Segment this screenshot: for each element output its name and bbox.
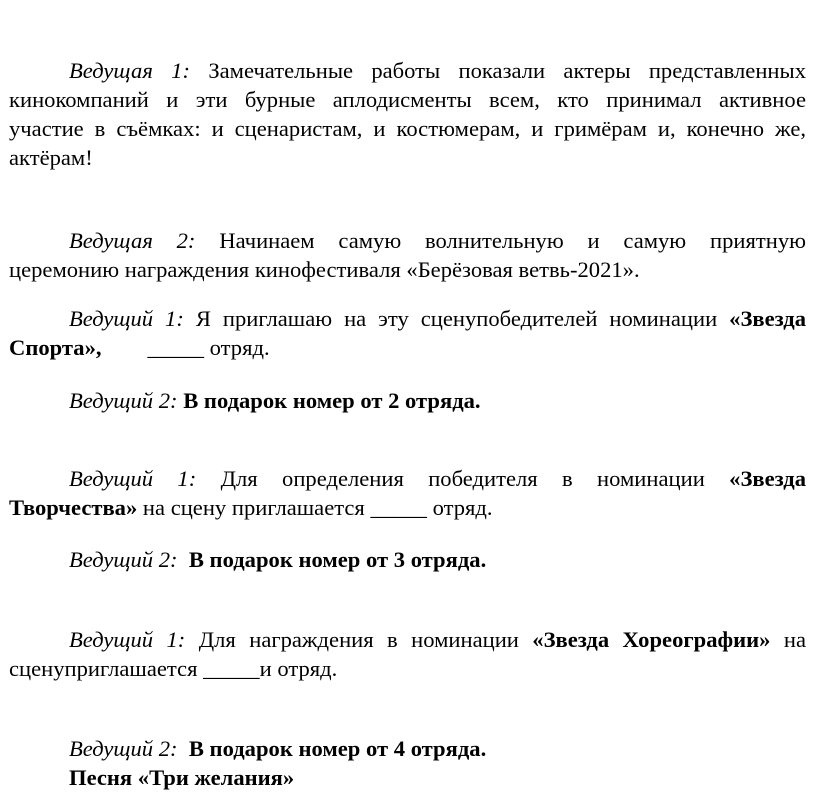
- text-line: актёрам!: [9, 145, 93, 170]
- text-segment: Начинаем самую волнительную и самую приятную: [219, 228, 806, 253]
- nomination-title: Спорта»,: [9, 335, 102, 360]
- text-segment: на: [783, 627, 806, 652]
- speaker-label: Ведущий 2:: [69, 736, 178, 761]
- text-line: сценуприглашается _____и отряд.: [9, 656, 338, 681]
- text-segment: Я приглашаю на эту сценупобедителей номинации: [195, 306, 718, 331]
- speaker-label: Ведущая 1:: [69, 58, 190, 83]
- paragraph-gift-squad3: [9, 545, 806, 574]
- text-line: [9, 545, 806, 574]
- paragraph-host2-ceremony: [9, 226, 806, 284]
- speaker-label: Ведущий 1:: [69, 627, 186, 652]
- paragraph-creativity-star: [9, 464, 806, 522]
- text-line: [9, 464, 806, 493]
- text-line: [9, 333, 806, 362]
- text-segment: Для определения победителя в номинации: [220, 466, 705, 491]
- nomination-title: «Звезда Хореографии»: [532, 627, 771, 652]
- text-line: кинокомпаний и эти бурные аплодисменты всем, кто принимал активное: [9, 87, 806, 112]
- text-segment: Замечательные работы показали актеры представленных: [208, 58, 806, 83]
- paragraph-sport-star: [9, 304, 806, 362]
- text-line: церемонию награждения кинофестиваля «Берёзовая ветвь-2021».: [9, 257, 640, 282]
- nomination-title: Творчества»: [9, 495, 138, 520]
- gift-announcement: В подарок номер от 4 отряда.: [188, 736, 487, 761]
- speaker-label: Ведущий 1:: [69, 306, 184, 331]
- paragraph-gift-squad2: [9, 386, 806, 415]
- text-line: [9, 734, 806, 763]
- text-line: участие в съёмках: и сценаристам, и костюмерам, и гримёрам и, конечно же,: [9, 116, 806, 141]
- paragraph-choreography-star: [9, 625, 806, 683]
- text-segment: на сцену приглашается _____ отряд.: [142, 495, 493, 520]
- text-line: [9, 625, 806, 654]
- text-line: [9, 56, 806, 85]
- speaker-label: Ведущий 2:: [69, 388, 178, 413]
- text-segment: Для награждения в номинации: [198, 627, 519, 652]
- speaker-label: Ведущий 1:: [69, 466, 197, 491]
- gift-announcement: В подарок номер от 2 отряда.: [183, 388, 481, 413]
- paragraph-host1-applause: [9, 56, 806, 172]
- nomination-title: «Звезда: [729, 466, 806, 491]
- nomination-title: «Звезда: [729, 306, 807, 331]
- text-line: [9, 386, 806, 415]
- speaker-label: Ведущий 2:: [69, 547, 178, 572]
- gift-announcement: В подарок номер от 3 отряда.: [188, 547, 487, 572]
- text-line: [9, 493, 806, 522]
- text-line: [9, 304, 806, 333]
- text-segment: _____ отряд.: [147, 335, 270, 360]
- speaker-label: Ведущая 2:: [69, 228, 196, 253]
- song-title: Песня «Три желания»: [69, 765, 295, 790]
- text-line: [9, 226, 806, 255]
- paragraph-gift-squad4: [9, 734, 806, 792]
